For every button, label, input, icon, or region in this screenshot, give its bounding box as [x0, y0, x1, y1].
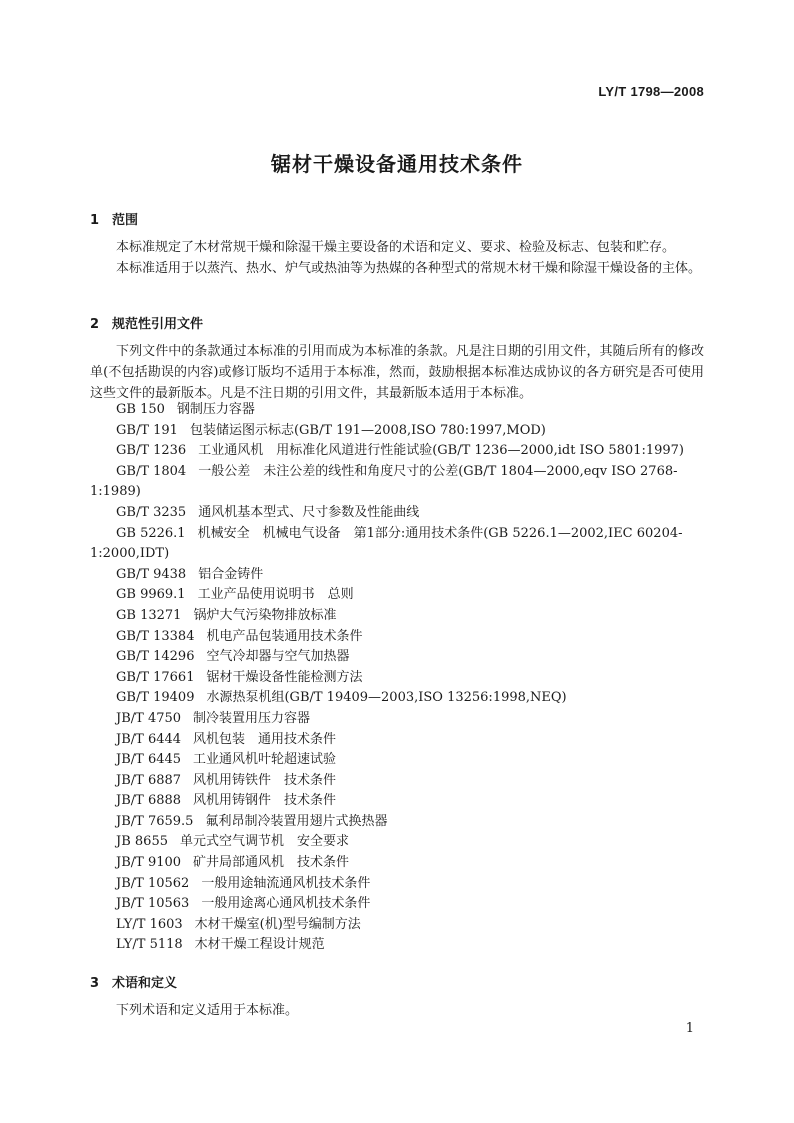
reference-item — [90, 441, 704, 462]
reference-code: GB/T 1236 — [116, 443, 187, 459]
reference-title: 空气冷却器与空气加热器 — [206, 649, 350, 665]
reference-code: GB 13271 — [116, 607, 182, 623]
reference-title: 矿井局部通风机 技术条件 — [193, 855, 350, 871]
reference-code: JB/T 10563 — [116, 896, 190, 912]
reference-item — [90, 730, 704, 751]
reference-title: 风机用铸铁件 技术条件 — [193, 772, 337, 788]
reference-title: 单元式空气调节机 安全要求 — [179, 834, 349, 850]
page-number: 1 — [685, 1021, 694, 1036]
reference-item — [90, 462, 704, 503]
reference-title: 锯材干燥设备性能检测方法 — [206, 669, 363, 685]
section-number: 3 — [90, 976, 100, 991]
reference-title: 工业通风机叶轮超速试验 — [193, 752, 337, 768]
section-heading-terms — [90, 972, 177, 991]
reference-title: 工业产品使用说明书 总则 — [197, 587, 354, 603]
section-number: 1 — [90, 213, 100, 228]
section-number: 2 — [90, 317, 100, 332]
reference-item — [90, 524, 704, 565]
reference-item — [90, 935, 704, 956]
reference-title: 铝合金铸件 — [198, 566, 264, 582]
reference-item — [90, 627, 704, 648]
standard-number: LY/T 1798—2008 — [598, 84, 704, 99]
reference-item — [90, 647, 704, 668]
reference-item — [90, 894, 704, 915]
reference-title: 通风机基本型式、尺寸参数及性能曲线 — [198, 504, 420, 520]
reference-title: 一般用途离心通风机技术条件 — [201, 896, 371, 912]
reference-code: JB/T 9100 — [116, 855, 182, 871]
terms-intro-paragraph: 下列术语和定义适用于本标准。 — [116, 1003, 299, 1018]
reference-item — [90, 503, 704, 524]
reference-title: 一般用途轴流通风机技术条件 — [201, 875, 371, 891]
reference-code: GB/T 3235 — [116, 504, 187, 520]
reference-item — [90, 812, 704, 833]
reference-item — [90, 791, 704, 812]
section-title: 术语和定义 — [112, 976, 178, 991]
scope-paragraph-1: 本标准规定了木材常规干燥和除湿干燥主要设备的术语和定义、要求、检验及标志、包装和贮存。 — [116, 240, 676, 255]
reference-item — [90, 832, 704, 853]
reference-item — [90, 400, 704, 421]
reference-code: GB 5226.1 — [116, 525, 186, 541]
reference-title: 木材干燥工程设计规范 — [194, 937, 325, 953]
reference-title: 风机用铸钢件 技术条件 — [193, 793, 337, 809]
reference-title: 风机包装 通用技术条件 — [193, 731, 337, 747]
reference-title: 水源热泵机组(GB/T 19409—2003,ISO 13256:1998,NEQ) — [206, 690, 567, 706]
reference-title: 包装储运图示标志(GB/T 191—2008,ISO 780:1997,MOD) — [189, 422, 546, 438]
reference-item — [90, 565, 704, 586]
reference-code: GB/T 9438 — [116, 566, 187, 582]
reference-code: LY/T 1603 — [116, 916, 183, 932]
reference-title: 工业通风机 用标准化风道进行性能试验(GB/T 1236—2000,idt ISO 5801:1997) — [198, 443, 684, 459]
document-title: 锯材干燥设备通用技术条件 — [271, 152, 523, 176]
section-title: 规范性引用文件 — [112, 317, 204, 332]
reference-code: JB 8655 — [116, 834, 168, 850]
reference-item — [90, 771, 704, 792]
reference-title: 机电产品包装通用技术条件 — [206, 628, 363, 644]
reference-title: 钢制压力容器 — [176, 402, 255, 417]
reference-code: LY/T 5118 — [116, 937, 183, 953]
reference-code: GB/T 17661 — [116, 669, 195, 685]
reference-item — [90, 668, 704, 689]
reference-code: JB/T 6444 — [116, 731, 182, 747]
reference-title: 一般公差 未注公差的线性和角度尺寸的公差(GB/T 1804—2000,eqv ISO 2768-1:1989) — [90, 463, 678, 500]
reference-code: JB/T 7659.5 — [116, 813, 194, 829]
reference-list — [90, 400, 704, 956]
scope-paragraph-2: 本标准适用于以蒸汽、热水、炉气或热油等为热媒的各种型式的常规木材干燥和除湿干燥设备的主体。 — [116, 261, 702, 276]
reference-title: 机械安全 机械电气设备 第1部分:通用技术条件(GB 5226.1—2002,IEC 60204-1:2000,IDT) — [90, 525, 683, 562]
reference-item — [90, 853, 704, 874]
reference-code: GB/T 19409 — [116, 690, 195, 706]
reference-title: 锅炉大气污染物排放标准 — [193, 607, 337, 623]
reference-item — [90, 915, 704, 936]
reference-item — [90, 421, 704, 442]
reference-item — [90, 750, 704, 771]
reference-item — [90, 709, 704, 730]
section-title: 范围 — [112, 213, 139, 228]
reference-code: GB 9969.1 — [116, 587, 186, 603]
reference-code: GB 150 — [116, 402, 165, 417]
reference-item — [90, 606, 704, 627]
reference-title: 木材干燥室(机)型号编制方法 — [194, 916, 361, 932]
reference-code: JB/T 6887 — [116, 772, 182, 788]
reference-code: GB/T 1804 — [116, 463, 187, 479]
reference-code: JB/T 6888 — [116, 793, 182, 809]
reference-code: GB/T 191 — [116, 422, 178, 438]
reference-title: 制冷装置用压力容器 — [193, 710, 311, 726]
reference-code: JB/T 6445 — [116, 752, 182, 768]
reference-code: JB/T 10562 — [116, 875, 190, 891]
reference-item — [90, 585, 704, 606]
reference-title: 氟利昂制冷装置用翅片式换热器 — [205, 813, 388, 829]
reference-code: JB/T 4750 — [116, 710, 182, 726]
references-intro-paragraph: 下列文件中的条款通过本标准的引用而成为本标准的条款。凡是注日期的引用文件，其随后所有的修改单(不包括勘误的内容)或修订版均不适用于本标准，然而，鼓励根据本标准达成协议的各方研究是否可使用这些文件的最新版本。凡是不注日期的引用文件，其最新版本适用于本标准。 — [90, 344, 704, 401]
reference-item — [90, 874, 704, 895]
reference-item — [90, 688, 704, 709]
reference-code: GB/T 14296 — [116, 649, 195, 665]
section-heading-scope — [90, 209, 138, 228]
reference-code: GB/T 13384 — [116, 628, 195, 644]
section-heading-normative-references — [90, 313, 203, 332]
